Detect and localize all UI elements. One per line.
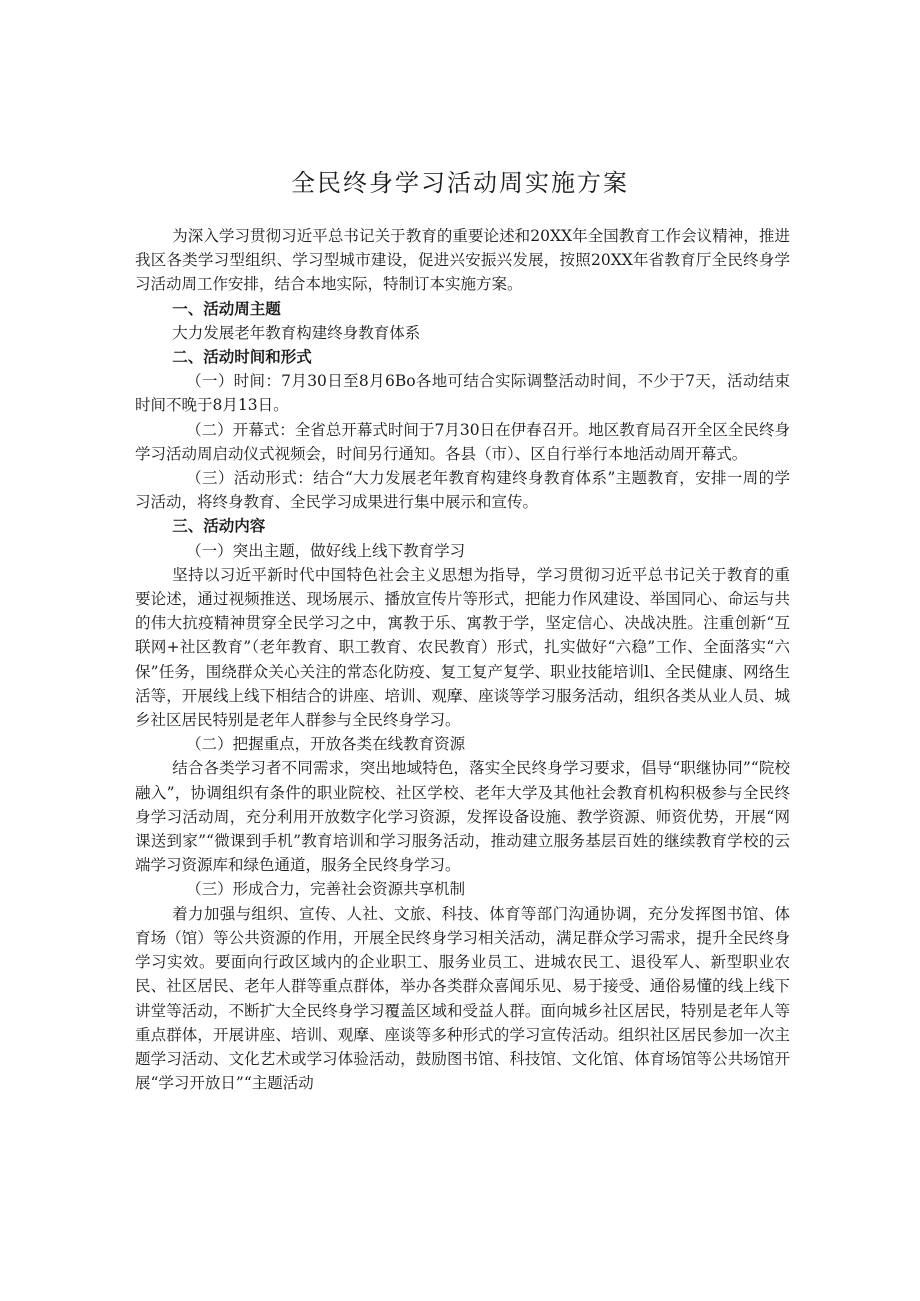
subheading-theme-learning: （一）突出主题，做好线上线下教育学习: [186, 541, 466, 560]
document-title: 全民终身学习活动周实施方案: [291, 169, 629, 197]
paragraph-theme-learning: 坚持以习近平新时代中国特色社会主义思想为指导，学习贯彻习近平总书记关于教育的重要论述，通过视频推送、现场展示、播放宣传片等形式，把能力作风建设、举国同心、命运与共的伟大抗疫精神贯穿全民学习之中，寓教于乐、寓教于学，坚定信心、决战决胜。注重创新“互联网+社区教育”（老年教育、职工教育、农民教育）形式，扎实做好“六稳”工作、全面落实“六保”任务，围绕群众关心关注的常态化防疫、复工复产复学、职业技能培训l、全民健康、网络生活等，开展线上线下相结合的讲座、培训、观摩、座谈等学习服务活动，组织各类从业人员、城乡社区居民特别是老年人群参与全民终身学习。: [135, 565, 790, 730]
item-form: （三）活动形式：结合“大力发展老年教育构建终身教育体系”主题教育，安排一周的学习活动，将终身教育、全民学习成果进行集中展示和宣传。: [135, 469, 790, 512]
subheading-online-resources: （二）把握重点，开放各类在线教育资源: [186, 735, 466, 754]
item-time: （一）时间：7月30日至8月6Bo各地可结合实际调整活动时间，不少于7天，活动结束时间不晚于8月13日。: [135, 372, 790, 415]
section-heading-theme: 一、活动周主题: [172, 298, 281, 318]
section-heading-content: 三、活动内容: [172, 516, 266, 536]
item-opening: （二）开幕式：全省总开幕式时间于7月30日在伊春召开。地区教育局召开全区全民终身学习活动周启动仪式视频会，时间另行通知。各县（市）、区自行举行本地活动周开幕式。: [135, 420, 790, 463]
section-heading-time-form: 二、活动时间和形式: [172, 347, 312, 367]
paragraph-resource-sharing: 着力加强与组织、宣传、人社、文旅、科技、体育等部门沟通协调，充分发挥图书馆、体育场（馆）等公共资源的作用，开展全民终身学习相关活动，满足群众学习需求，提升全民终身学习实效。要面向行政区域内的企业职工、服务业员工、进城农民工、退役军人、新型职业农民、社区居民、老年人群等重点群体，举办各类群众喜闻乐见、易于接受、通俗易懂的线上线下讲堂等活动，不断扩大全民终身学习覆盖区域和受益人群。面向城乡社区居民，特别是老年人等重点群体，开展讲座、培训、观摩、座谈等多种形式的学习宣传活动。组织社区居民参加一次主题学习活动、文化艺术或学习体验活动，鼓励图书馆、科技馆、文化馆、体育场馆等公共场馆开展“学习开放日”“主题活动: [135, 904, 790, 1093]
paragraph-online-resources: 结合各类学习者不同需求，突出地域特色，落实全民终身学习要求，倡导“职继协同”“院校融入”，协调组织有条件的职业院校、社区学校、老年大学及其他社会教育机构积极参与全民终身学习活动周，充分利用开放数字化学习资源，发挥设备设施、教学资源、师资优势，开展“网课送到家”“微课到手机”教育培训和学习服务活动，推动建立服务基层百姓的继续教育学校的云端学习资源库和绿色通道，服务全民终身学习。: [135, 759, 790, 875]
document-body: [135, 224, 790, 1095]
subheading-resource-sharing: （三）形成合力，完善社会资源共享机制: [186, 880, 466, 899]
theme-text: 大力发展老年教育构建终身教育体系: [172, 323, 421, 342]
intro-paragraph: 为深入学习贯彻习近平总书记关于教育的重要论述和20XX年全国教育工作会议精神，推进我区各类学习型组织、学习型城市建设，促进兴安振兴发展，按照20XX年省教育厅全民终身学习活动周工作安排，结合本地实际，特制订本实施方案。: [135, 227, 790, 294]
